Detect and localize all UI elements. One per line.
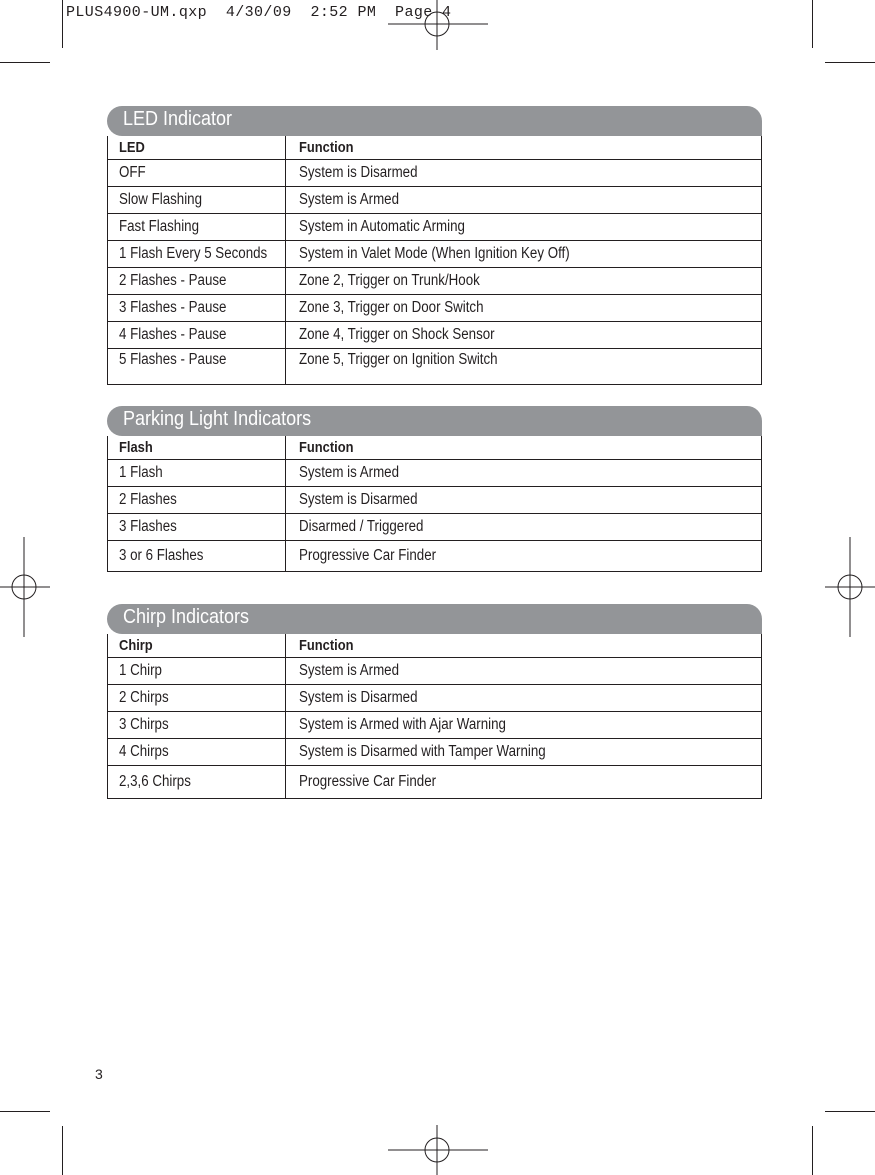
led-function: System in Valet Mode (When Ignition Key Off) (299, 245, 570, 262)
chirp-function: System is Disarmed with Tamper Warning (299, 743, 546, 760)
page-number: 3 (95, 1066, 103, 1082)
chirp-count: 2 Chirps (119, 689, 169, 706)
table-row (108, 214, 762, 241)
crop-mark-bottom-right-h (825, 1111, 875, 1112)
crop-mark-top-right-h (825, 62, 875, 63)
crop-mark-bottom-left-v (62, 1126, 63, 1175)
chirp-function: System is Disarmed (299, 689, 418, 706)
led-state: Slow Flashing (119, 191, 202, 208)
table-row (108, 322, 762, 349)
column-header-flash: Flash (108, 436, 286, 460)
led-function: System is Disarmed (299, 164, 418, 181)
table-row (108, 187, 762, 214)
table-header-row (108, 136, 762, 160)
led-state: 1 Flash Every 5 Seconds (119, 245, 268, 262)
section-title: LED Indicator (123, 108, 233, 130)
registration-mark-top-icon (388, 0, 488, 50)
table-row (108, 160, 762, 187)
print-slug: PLUS4900-UM.qxp 4/30/09 2:52 PM Page 4 (66, 4, 452, 21)
flash-count: 2 Flashes (119, 491, 177, 508)
section-title: Chirp Indicators (123, 606, 250, 628)
column-header-chirp: Chirp (108, 634, 286, 658)
crop-mark-bottom-left-h (0, 1111, 50, 1112)
section-banner (107, 604, 762, 634)
led-indicator-table (107, 136, 762, 385)
table-row (108, 766, 762, 799)
flash-function: System is Armed (299, 464, 400, 481)
table-row (108, 241, 762, 268)
chirp-function: Progressive Car Finder (299, 773, 437, 790)
chirp-count: 1 Chirp (119, 662, 162, 679)
flash-function: Disarmed / Triggered (299, 518, 424, 535)
chirp-count: 3 Chirps (119, 716, 169, 733)
table-row (108, 268, 762, 295)
table-row (108, 541, 762, 572)
table-header-row (108, 436, 762, 460)
section-title: Parking Light Indicators (123, 408, 312, 430)
table-row (108, 349, 762, 385)
registration-mark-left-icon (0, 537, 50, 637)
table-row (108, 685, 762, 712)
section-banner (107, 406, 762, 436)
led-state: OFF (119, 164, 146, 181)
column-header-led: LED (108, 136, 286, 160)
led-state: 5 Flashes - Pause (119, 351, 227, 368)
led-state: 2 Flashes - Pause (119, 272, 227, 289)
chirp-count: 2,3,6 Chirps (119, 773, 191, 790)
section-banner (107, 106, 762, 136)
chirp-function: System is Armed with Ajar Warning (299, 716, 506, 733)
table-header-row (108, 634, 762, 658)
chirp-count: 4 Chirps (119, 743, 169, 760)
led-function: Zone 4, Trigger on Shock Sensor (299, 326, 495, 343)
led-state: 3 Flashes - Pause (119, 299, 227, 316)
led-state: Fast Flashing (119, 218, 200, 235)
chirp-indicators-section (107, 604, 762, 799)
parking-light-table (107, 436, 762, 572)
chirp-table (107, 634, 762, 799)
flash-count: 3 Flashes (119, 518, 177, 535)
flash-count: 1 Flash (119, 464, 163, 481)
flash-function: System is Disarmed (299, 491, 418, 508)
registration-mark-bottom-icon (388, 1125, 488, 1175)
crop-mark-top-right-v (812, 0, 813, 48)
flash-function: Progressive Car Finder (299, 547, 437, 564)
crop-mark-bottom-right-v (812, 1126, 813, 1175)
chirp-function: System is Armed (299, 662, 400, 679)
column-header-function: Function (286, 436, 762, 460)
led-function: System is Armed (299, 191, 400, 208)
column-header-function: Function (286, 634, 762, 658)
registration-mark-right-icon (825, 537, 875, 637)
flash-count: 3 or 6 Flashes (119, 547, 204, 564)
table-row (108, 487, 762, 514)
led-function: Zone 5, Trigger on Ignition Switch (299, 351, 498, 368)
led-state: 4 Flashes - Pause (119, 326, 227, 343)
column-header-function: Function (286, 136, 762, 160)
led-indicator-section (107, 106, 762, 385)
crop-mark-top-left-v (62, 0, 63, 48)
table-row (108, 295, 762, 322)
led-function: Zone 2, Trigger on Trunk/Hook (299, 272, 480, 289)
table-row (108, 712, 762, 739)
parking-light-indicators-section (107, 406, 762, 572)
table-row (108, 460, 762, 487)
led-function: Zone 3, Trigger on Door Switch (299, 299, 484, 316)
led-function: System in Automatic Arming (299, 218, 465, 235)
table-row (108, 514, 762, 541)
table-row (108, 658, 762, 685)
table-row (108, 739, 762, 766)
crop-mark-top-left-h (0, 62, 50, 63)
